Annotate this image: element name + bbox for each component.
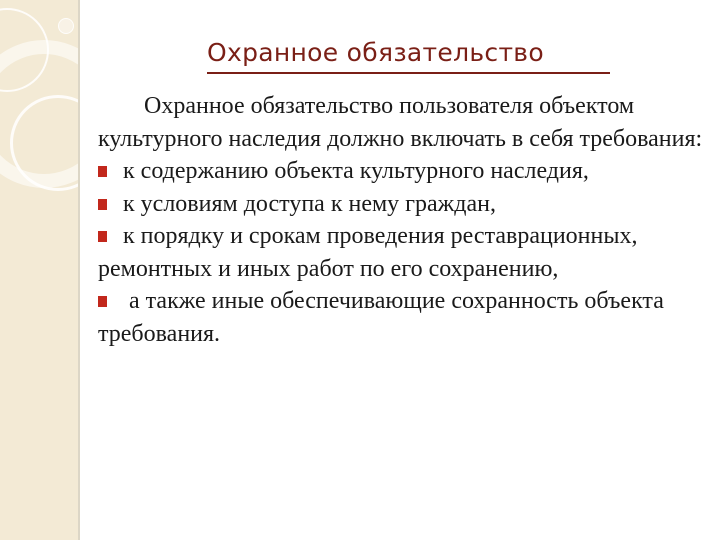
bullet-icon — [98, 199, 107, 210]
list-item-text: к условиям доступа к нему граждан, — [123, 190, 496, 217]
list-item-text: к порядку и срокам проведения реставрационных, ремонтных и иных работ по его сохранению, — [98, 223, 638, 282]
bullet-icon — [98, 166, 107, 177]
list-item-text: а также иные обеспечивающие сохранность объекта требования. — [98, 288, 664, 347]
list-item-text: к содержанию объекта культурного наследия, — [123, 158, 589, 184]
decorative-side-panel — [0, 0, 78, 540]
list-item — [98, 285, 710, 350]
decorative-circle — [58, 18, 74, 34]
slide-title: Охранное обязательство — [207, 38, 544, 67]
list-item — [98, 220, 710, 285]
bullet-icon — [98, 296, 107, 307]
list-item — [98, 188, 710, 221]
bullet-icon — [98, 231, 107, 242]
intro-paragraph: Охранное обязательство пользователя объектом культурного наследия должно включать в себя требования: — [98, 93, 703, 152]
vertical-divider — [78, 0, 80, 540]
title-underline — [207, 72, 610, 74]
slide-body — [98, 90, 710, 350]
list-item — [98, 155, 710, 188]
